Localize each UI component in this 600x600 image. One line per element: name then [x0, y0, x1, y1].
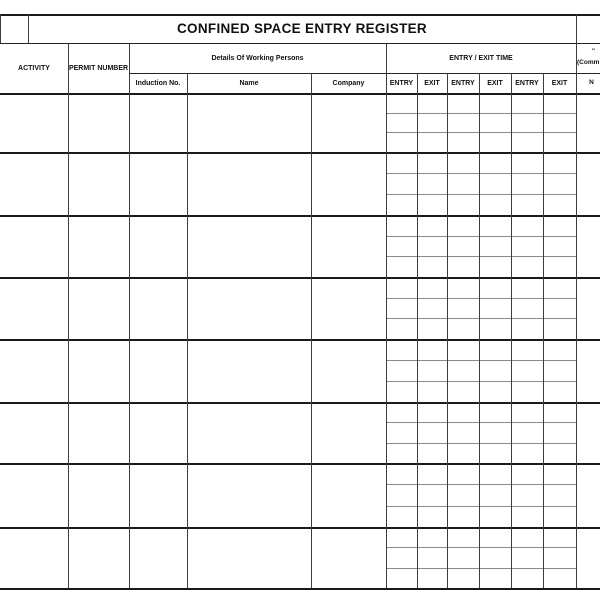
row-1-slot-3-entry-time-cell — [447, 132, 479, 152]
row-8-company-cell — [311, 527, 386, 588]
row-3-slot-2-entry-time-cell — [386, 236, 417, 256]
row-divider — [0, 339, 600, 341]
col-header-induction-no: Induction No. — [135, 79, 181, 87]
row-4-slot-3-entry-time-cell — [447, 318, 479, 339]
row-7-slot-2-entry-time-cell — [386, 484, 417, 506]
row-5-company-cell — [311, 339, 386, 402]
col-header-entry-1: ENTRY — [389, 80, 414, 87]
row-divider — [0, 588, 600, 590]
row-1-slot-1-entry-time-cell — [447, 93, 479, 113]
row-2-name-cell — [187, 152, 311, 215]
row-divider — [0, 527, 600, 529]
row-5-slot-3-exit-time-cell — [543, 381, 576, 402]
right-col-subheader-fragment: N — [589, 79, 594, 87]
row-divider — [0, 463, 600, 465]
row-2-slot-1-entry-time-cell — [511, 152, 543, 173]
col-header-name: Name — [239, 79, 259, 87]
row-6-slot-1-entry-time-cell — [447, 402, 479, 422]
row-3-name-cell — [187, 215, 311, 277]
row-divider — [0, 215, 600, 217]
row-1-activity-cell — [0, 93, 68, 152]
row-8-slot-3-entry-time-cell — [447, 568, 479, 588]
row-3-slot-2-exit-time-cell — [417, 236, 447, 256]
row-6-slot-1-exit-time-cell — [479, 402, 511, 422]
row-5-slot-2-exit-time-cell — [479, 360, 511, 381]
row-5-slot-3-entry-time-cell — [511, 381, 543, 402]
row-2-slot-3-entry-time-cell — [386, 194, 417, 215]
row-7-activity-cell — [0, 463, 68, 527]
row-2-right-column-cell — [576, 152, 600, 215]
col-header-company: Company — [332, 79, 365, 87]
row-1-slot-2-exit-time-cell — [417, 113, 447, 132]
row-3-slot-1-exit-time-cell — [543, 215, 576, 236]
row-6-company-cell — [311, 402, 386, 463]
row-4-company-cell — [311, 277, 386, 339]
row-1-slot-3-exit-time-cell — [479, 132, 511, 152]
row-8-slot-2-exit-time-cell — [543, 547, 576, 568]
row-8-slot-1-exit-time-cell — [543, 527, 576, 547]
row-3-slot-3-exit-time-cell — [479, 256, 511, 277]
row-8-slot-2-exit-time-cell — [479, 547, 511, 568]
row-1-slot-1-exit-time-cell — [543, 93, 576, 113]
row-1-induction-no-cell — [129, 93, 187, 152]
row-7-slot-3-exit-time-cell — [543, 506, 576, 527]
row-2-slot-1-exit-time-cell — [479, 152, 511, 173]
row-1-slot-1-entry-time-cell — [511, 93, 543, 113]
row-3-slot-2-entry-time-cell — [511, 236, 543, 256]
right-col-header-fragment: (Comm — [577, 58, 600, 66]
row-3-right-column-cell — [576, 215, 600, 277]
row-4-induction-no-cell — [129, 277, 187, 339]
row-3-slot-2-entry-time-cell — [447, 236, 479, 256]
row-1-right-column-cell — [576, 93, 600, 152]
column-divider — [447, 73, 448, 588]
row-5-slot-1-exit-time-cell — [479, 339, 511, 360]
row-5-slot-3-exit-time-cell — [417, 381, 447, 402]
row-3-permit-number-cell — [68, 215, 129, 277]
row-2-company-cell — [311, 152, 386, 215]
group-header-working-persons: Details Of Working Persons — [211, 54, 304, 62]
row-1-slot-3-exit-time-cell — [543, 132, 576, 152]
row-8-right-column-cell — [576, 527, 600, 588]
row-7-slot-1-exit-time-cell — [543, 463, 576, 484]
row-1-slot-2-entry-time-cell — [447, 113, 479, 132]
row-1-slot-2-exit-time-cell — [543, 113, 576, 132]
row-5-slot-3-exit-time-cell — [479, 381, 511, 402]
row-5-slot-2-entry-time-cell — [511, 360, 543, 381]
row-4-name-cell — [187, 277, 311, 339]
row-1-slot-3-entry-time-cell — [511, 132, 543, 152]
sub-row-divider — [386, 422, 576, 423]
sub-row-divider — [386, 506, 576, 507]
row-8-permit-number-cell — [68, 527, 129, 588]
row-4-slot-3-exit-time-cell — [417, 318, 447, 339]
col-header-activity: ACTIVITY — [18, 64, 50, 72]
row-2-slot-3-entry-time-cell — [447, 194, 479, 215]
row-2-slot-3-exit-time-cell — [479, 194, 511, 215]
row-8-slot-1-entry-time-cell — [447, 527, 479, 547]
row-4-slot-3-exit-time-cell — [543, 318, 576, 339]
row-7-slot-3-exit-time-cell — [479, 506, 511, 527]
row-3-slot-3-exit-time-cell — [417, 256, 447, 277]
row-divider — [0, 277, 600, 279]
row-8-slot-1-entry-time-cell — [511, 527, 543, 547]
row-3-slot-3-entry-time-cell — [386, 256, 417, 277]
row-6-slot-3-exit-time-cell — [417, 443, 447, 463]
row-3-slot-1-entry-time-cell — [386, 215, 417, 236]
row-4-slot-2-entry-time-cell — [386, 298, 417, 318]
sub-row-divider — [386, 568, 576, 569]
row-4-slot-1-entry-time-cell — [511, 277, 543, 298]
row-1-slot-1-exit-time-cell — [417, 93, 447, 113]
sub-row-divider — [386, 547, 576, 548]
row-7-slot-1-entry-time-cell — [447, 463, 479, 484]
row-4-slot-2-exit-time-cell — [543, 298, 576, 318]
row-7-permit-number-cell — [68, 463, 129, 527]
sub-row-divider — [386, 132, 576, 133]
row-1-slot-2-exit-time-cell — [479, 113, 511, 132]
row-6-right-column-cell — [576, 402, 600, 463]
row-6-slot-3-entry-time-cell — [511, 443, 543, 463]
row-8-slot-1-exit-time-cell — [479, 527, 511, 547]
right-col-header-fragment-top: ″ — [592, 49, 595, 56]
row-4-slot-2-entry-time-cell — [511, 298, 543, 318]
row-6-slot-3-exit-time-cell — [543, 443, 576, 463]
row-3-induction-no-cell — [129, 215, 187, 277]
sub-row-divider — [386, 256, 576, 257]
row-2-slot-2-entry-time-cell — [447, 173, 479, 194]
row-2-slot-1-entry-time-cell — [386, 152, 417, 173]
row-5-activity-cell — [0, 339, 68, 402]
row-5-permit-number-cell — [68, 339, 129, 402]
row-3-slot-1-exit-time-cell — [417, 215, 447, 236]
row-2-induction-no-cell — [129, 152, 187, 215]
row-8-slot-2-entry-time-cell — [447, 547, 479, 568]
row-1-slot-2-entry-time-cell — [511, 113, 543, 132]
row-2-slot-3-exit-time-cell — [417, 194, 447, 215]
row-7-slot-1-exit-time-cell — [479, 463, 511, 484]
row-7-slot-3-entry-time-cell — [511, 506, 543, 527]
row-6-slot-2-exit-time-cell — [417, 422, 447, 443]
title-row-corner-cell — [0, 14, 28, 43]
row-5-name-cell — [187, 339, 311, 402]
row-7-slot-3-entry-time-cell — [386, 506, 417, 527]
row-7-slot-2-entry-time-cell — [511, 484, 543, 506]
row-1-name-cell — [187, 93, 311, 152]
col-header-permit-number: PERMIT NUMBER — [68, 64, 129, 72]
col-header-exit-1: EXIT — [424, 80, 440, 87]
row-2-slot-2-entry-time-cell — [511, 173, 543, 194]
row-8-slot-3-entry-time-cell — [511, 568, 543, 588]
column-divider — [386, 44, 387, 588]
row-2-slot-1-exit-time-cell — [417, 152, 447, 173]
sub-row-divider — [386, 443, 576, 444]
row-5-slot-2-entry-time-cell — [447, 360, 479, 381]
sub-row-divider — [386, 236, 576, 237]
row-7-slot-1-exit-time-cell — [417, 463, 447, 484]
row-7-induction-no-cell — [129, 463, 187, 527]
column-divider — [511, 73, 512, 588]
row-8-induction-no-cell — [129, 527, 187, 588]
row-5-induction-no-cell — [129, 339, 187, 402]
row-7-slot-1-entry-time-cell — [386, 463, 417, 484]
row-1-slot-2-entry-time-cell — [386, 113, 417, 132]
row-3-slot-1-entry-time-cell — [447, 215, 479, 236]
column-divider — [417, 73, 418, 588]
row-8-name-cell — [187, 527, 311, 588]
row-2-permit-number-cell — [68, 152, 129, 215]
row-8-slot-2-entry-time-cell — [386, 547, 417, 568]
row-4-slot-1-exit-time-cell — [417, 277, 447, 298]
row-6-induction-no-cell — [129, 402, 187, 463]
row-5-slot-2-exit-time-cell — [417, 360, 447, 381]
row-4-right-column-cell — [576, 277, 600, 339]
sub-row-divider — [386, 381, 576, 382]
row-6-slot-2-entry-time-cell — [511, 422, 543, 443]
row-5-right-column-cell — [576, 339, 600, 402]
column-divider — [129, 44, 130, 588]
row-4-slot-2-entry-time-cell — [447, 298, 479, 318]
row-6-slot-2-entry-time-cell — [386, 422, 417, 443]
row-5-slot-3-entry-time-cell — [386, 381, 417, 402]
row-6-slot-1-entry-time-cell — [386, 402, 417, 422]
col-header-entry-3: ENTRY — [515, 80, 539, 87]
row-2-activity-cell — [0, 152, 68, 215]
row-5-slot-1-entry-time-cell — [447, 339, 479, 360]
column-divider — [68, 44, 69, 588]
row-7-slot-2-entry-time-cell — [447, 484, 479, 506]
row-8-slot-2-entry-time-cell — [511, 547, 543, 568]
row-7-slot-1-entry-time-cell — [511, 463, 543, 484]
row-4-slot-2-exit-time-cell — [417, 298, 447, 318]
row-2-slot-2-exit-time-cell — [417, 173, 447, 194]
row-8-slot-3-exit-time-cell — [417, 568, 447, 588]
sub-row-divider — [386, 173, 576, 174]
row-6-slot-2-exit-time-cell — [479, 422, 511, 443]
sub-row-divider — [386, 194, 576, 195]
row-8-slot-1-entry-time-cell — [386, 527, 417, 547]
row-6-activity-cell — [0, 402, 68, 463]
row-4-permit-number-cell — [68, 277, 129, 339]
column-divider — [543, 73, 544, 588]
col-header-entry-2: ENTRY — [451, 80, 475, 87]
row-2-slot-2-entry-time-cell — [386, 173, 417, 194]
row-6-slot-2-entry-time-cell — [447, 422, 479, 443]
row-divider — [0, 93, 600, 95]
row-7-slot-2-exit-time-cell — [479, 484, 511, 506]
row-7-name-cell — [187, 463, 311, 527]
row-1-permit-number-cell — [68, 93, 129, 152]
right-column-divider — [576, 14, 577, 588]
row-5-slot-3-entry-time-cell — [447, 381, 479, 402]
row-divider — [0, 152, 600, 154]
row-7-right-column-cell — [576, 463, 600, 527]
row-6-slot-1-exit-time-cell — [417, 402, 447, 422]
col-header-exit-2: EXIT — [487, 80, 503, 87]
column-divider — [479, 73, 480, 588]
row-2-slot-1-exit-time-cell — [543, 152, 576, 173]
col-header-exit-3: EXIT — [551, 80, 568, 87]
row-8-slot-3-entry-time-cell — [386, 568, 417, 588]
row-7-slot-2-exit-time-cell — [417, 484, 447, 506]
row-2-slot-1-entry-time-cell — [447, 152, 479, 173]
row-6-slot-2-exit-time-cell — [543, 422, 576, 443]
row-3-slot-1-entry-time-cell — [511, 215, 543, 236]
row-3-slot-2-exit-time-cell — [479, 236, 511, 256]
row-3-slot-3-entry-time-cell — [511, 256, 543, 277]
row-1-slot-1-entry-time-cell — [386, 93, 417, 113]
row-5-slot-1-exit-time-cell — [417, 339, 447, 360]
row-8-activity-cell — [0, 527, 68, 588]
row-3-slot-3-entry-time-cell — [447, 256, 479, 277]
row-1-slot-3-exit-time-cell — [417, 132, 447, 152]
row-8-slot-1-exit-time-cell — [417, 527, 447, 547]
sub-row-divider — [386, 318, 576, 319]
row-5-slot-1-entry-time-cell — [511, 339, 543, 360]
row-4-slot-3-entry-time-cell — [386, 318, 417, 339]
row-6-slot-1-entry-time-cell — [511, 402, 543, 422]
row-2-slot-2-exit-time-cell — [479, 173, 511, 194]
row-6-slot-3-exit-time-cell — [479, 443, 511, 463]
page-title: CONFINED SPACE ENTRY REGISTER — [177, 21, 427, 37]
row-3-slot-1-exit-time-cell — [479, 215, 511, 236]
row-5-slot-2-entry-time-cell — [386, 360, 417, 381]
row-divider — [0, 402, 600, 404]
sub-row-divider — [386, 298, 576, 299]
row-5-slot-1-exit-time-cell — [543, 339, 576, 360]
row-7-slot-2-exit-time-cell — [543, 484, 576, 506]
row-5-slot-1-entry-time-cell — [386, 339, 417, 360]
row-4-slot-1-exit-time-cell — [479, 277, 511, 298]
row-4-slot-3-entry-time-cell — [511, 318, 543, 339]
column-divider — [187, 73, 188, 588]
row-2-slot-2-exit-time-cell — [543, 173, 576, 194]
row-6-slot-3-entry-time-cell — [447, 443, 479, 463]
row-7-slot-3-exit-time-cell — [417, 506, 447, 527]
row-4-slot-1-entry-time-cell — [386, 277, 417, 298]
row-1-slot-1-exit-time-cell — [479, 93, 511, 113]
row-6-name-cell — [187, 402, 311, 463]
row-3-slot-3-exit-time-cell — [543, 256, 576, 277]
row-2-slot-3-entry-time-cell — [511, 194, 543, 215]
column-divider — [311, 73, 312, 588]
row-4-slot-3-exit-time-cell — [479, 318, 511, 339]
row-4-activity-cell — [0, 277, 68, 339]
row-1-slot-3-entry-time-cell — [386, 132, 417, 152]
row-8-slot-2-exit-time-cell — [417, 547, 447, 568]
row-6-permit-number-cell — [68, 402, 129, 463]
row-2-slot-3-exit-time-cell — [543, 194, 576, 215]
row-8-slot-3-exit-time-cell — [479, 568, 511, 588]
sub-row-divider — [386, 360, 576, 361]
row-8-slot-3-exit-time-cell — [543, 568, 576, 588]
sub-row-divider — [386, 113, 576, 114]
row-3-activity-cell — [0, 215, 68, 277]
row-7-company-cell — [311, 463, 386, 527]
row-3-slot-2-exit-time-cell — [543, 236, 576, 256]
row-3-company-cell — [311, 215, 386, 277]
row-6-slot-1-exit-time-cell — [543, 402, 576, 422]
row-4-slot-2-exit-time-cell — [479, 298, 511, 318]
row-7-slot-3-entry-time-cell — [447, 506, 479, 527]
group-header-entry-exit-time: ENTRY / EXIT TIME — [449, 54, 513, 62]
sub-row-divider — [386, 484, 576, 485]
row-5-slot-2-exit-time-cell — [543, 360, 576, 381]
row-4-slot-1-entry-time-cell — [447, 277, 479, 298]
row-6-slot-3-entry-time-cell — [386, 443, 417, 463]
row-4-slot-1-exit-time-cell — [543, 277, 576, 298]
row-1-company-cell — [311, 93, 386, 152]
